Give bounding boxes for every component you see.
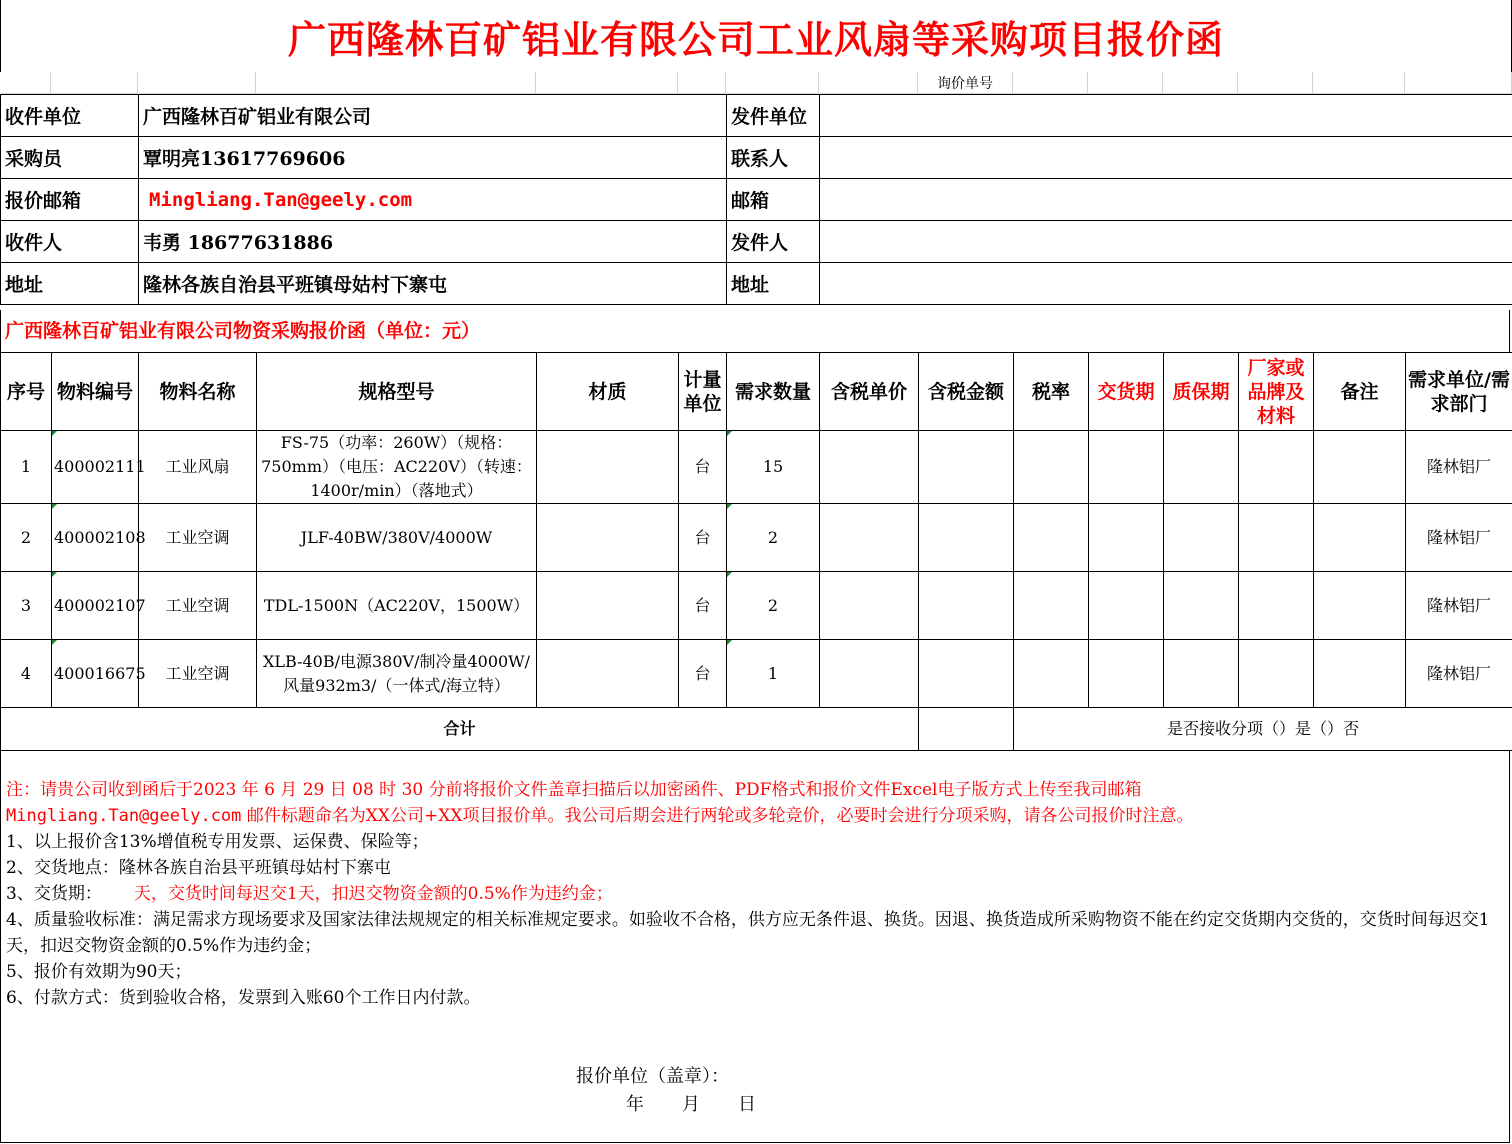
sign-date <box>626 1090 794 1116</box>
info-row <box>1 95 1512 137</box>
brand-cell[interactable] <box>1239 431 1314 504</box>
row-number: 2 <box>1 504 52 572</box>
recipient-unit-value: 广西隆林百矿铝业有限公司 <box>139 95 727 137</box>
quantity: 2 <box>727 572 820 640</box>
sender-unit-value[interactable] <box>820 95 1512 137</box>
department: 隆林铝厂 <box>1406 572 1512 640</box>
info-row <box>1 179 1512 221</box>
material-code: 400002108 <box>52 504 139 572</box>
department: 隆林铝厂 <box>1406 431 1512 504</box>
section-subtitle: 广西隆林百矿铝业有限公司物资采购报价函（单位：元） <box>0 310 1510 352</box>
delivery-cell[interactable] <box>1089 431 1164 504</box>
material-cell[interactable] <box>537 431 679 504</box>
note-item-3-prefix: 3、交货期： <box>6 884 102 904</box>
table-row <box>1 572 1512 640</box>
material-code: 400002111 <box>52 431 139 504</box>
header-cell: 厂家或品牌及材料 <box>1239 353 1314 431</box>
info-row <box>1 137 1512 179</box>
header-cell: 计量单位 <box>679 353 727 431</box>
material-spec: FS-75（功率：260W）（规格：750mm）（电压：AC220V）（转速：1400r/min）（落地式） <box>257 431 537 504</box>
brand-cell[interactable] <box>1239 572 1314 640</box>
material-cell[interactable] <box>537 640 679 708</box>
row-number: 1 <box>1 431 52 504</box>
row-number: 3 <box>1 572 52 640</box>
items-table <box>0 352 1512 751</box>
material-name: 工业空调 <box>139 640 257 708</box>
date-month: 月 <box>682 1094 700 1115</box>
material-code: 400016675 <box>52 640 139 708</box>
unit: 台 <box>679 431 727 504</box>
remark-cell[interactable] <box>1314 504 1406 572</box>
material-cell[interactable] <box>537 572 679 640</box>
remark-cell[interactable] <box>1314 640 1406 708</box>
address-label-right: 地址 <box>727 263 820 305</box>
address-label: 地址 <box>1 263 139 305</box>
header-cell: 需求数量 <box>727 353 820 431</box>
header-cell: 备注 <box>1314 353 1406 431</box>
material-name: 工业风扇 <box>139 431 257 504</box>
total-amount-cell[interactable] <box>919 708 1014 751</box>
tax-rate-cell[interactable] <box>1014 431 1089 504</box>
unit: 台 <box>679 640 727 708</box>
material-name: 工业空调 <box>139 572 257 640</box>
accept-split-option[interactable]: 是否接收分项（）是（）否 <box>1014 708 1512 751</box>
quantity: 15 <box>727 431 820 504</box>
header-cell: 序号 <box>1 353 52 431</box>
header-cell: 规格型号 <box>257 353 537 431</box>
header-row <box>1 353 1512 431</box>
note-item-4: 4、质量验收标准：满足需求方现场要求及国家法律法规规定的相关标准规定要求。如验收不合格，供方应无条件退、换货。因退、换货造成所采购物资不能在约定交货期内交货的，交货时间每迟交1天，扣迟交物资金额的0.5%作为违约金； <box>6 910 1490 956</box>
contact-value[interactable] <box>820 137 1512 179</box>
header-cell: 交货期 <box>1089 353 1164 431</box>
note-item-3 <box>6 881 1506 907</box>
unit-price-cell[interactable] <box>820 431 919 504</box>
note-item-1: 1、以上报价含13%增值税专用发票、运保费、保险等； <box>6 832 429 852</box>
unit: 台 <box>679 572 727 640</box>
date-year: 年 <box>626 1094 644 1115</box>
header-cell: 物料名称 <box>139 353 257 431</box>
quantity: 2 <box>727 504 820 572</box>
note-red-line1: 请贵公司收到函后于2023 年 6 月 29 日 08 时 30 分前将报价文件盖章扫描后以加密函件、PDF格式和报价文件Excel电子版方式上传至我司邮箱 <box>40 780 1142 800</box>
note-email: Mingliang.Tan@geely.com <box>6 806 242 826</box>
remark-cell[interactable] <box>1314 572 1406 640</box>
amount-cell[interactable] <box>919 572 1014 640</box>
delivery-cell[interactable] <box>1089 640 1164 708</box>
remark-cell[interactable] <box>1314 431 1406 504</box>
header-cell: 物料编号 <box>52 353 139 431</box>
contact-label: 联系人 <box>727 137 820 179</box>
email-value[interactable] <box>820 179 1512 221</box>
note-item-5: 5、报价有效期为90天； <box>6 962 192 982</box>
amount-cell[interactable] <box>919 431 1014 504</box>
brand-cell[interactable] <box>1239 640 1314 708</box>
department: 隆林铝厂 <box>1406 640 1512 708</box>
notes-section <box>0 750 1510 1143</box>
sender-label: 发件人 <box>727 221 820 263</box>
warranty-cell[interactable] <box>1164 504 1239 572</box>
warranty-cell[interactable] <box>1164 572 1239 640</box>
note-red-line2: 邮件标题命名为XX公司+XX项目报价单。我公司后期会进行两轮或多轮竞价，必要时会进行分项采购，请各公司报价时注意。 <box>241 806 1194 826</box>
table-row <box>1 431 1512 504</box>
amount-cell[interactable] <box>919 504 1014 572</box>
unit-price-cell[interactable] <box>820 640 919 708</box>
quantity: 1 <box>727 640 820 708</box>
material-cell[interactable] <box>537 504 679 572</box>
tax-rate-cell[interactable] <box>1014 640 1089 708</box>
sender-unit-label: 发件单位 <box>727 95 820 137</box>
total-row <box>1 708 1512 751</box>
address-value: 隆林各族自治县平班镇母姑村下寨屯 <box>139 263 727 305</box>
seal-label: 报价单位（盖章）： <box>576 1066 729 1087</box>
info-row <box>1 263 1512 305</box>
row-number: 4 <box>1 640 52 708</box>
blank-grid-row <box>0 72 1512 94</box>
delivery-cell[interactable] <box>1089 572 1164 640</box>
material-code: 400002107 <box>52 572 139 640</box>
table-row <box>1 504 1512 572</box>
note-lead: 注： <box>6 780 40 800</box>
material-spec: JLF-40BW/380V/4000W <box>257 504 537 572</box>
note-item-2: 2、交货地点：隆林各族自治县平班镇母姑村下寨屯 <box>6 858 391 878</box>
quote-email-value: Mingliang.Tan@geely.com <box>139 179 727 221</box>
material-spec: XLB-40B/电源380V/制冷量4000W/风量932m3/（一体式/海立特） <box>257 640 537 708</box>
tax-rate-cell[interactable] <box>1014 572 1089 640</box>
note-item-3-red: 天，交货时间每迟交1天，扣迟交物资金额的0.5%作为违约金； <box>133 884 613 904</box>
info-row <box>1 221 1512 263</box>
warranty-cell[interactable] <box>1164 640 1239 708</box>
email-label: 邮箱 <box>727 179 820 221</box>
note-item-6: 6、付款方式：货到验收合格，发票到入账60个工作日内付款。 <box>6 988 481 1008</box>
inquiry-number-label: 询价单号 <box>937 76 993 92</box>
info-table <box>0 94 1512 305</box>
document-title: 广西隆林百矿铝业有限公司工业风扇等采购项目报价函 <box>0 0 1512 72</box>
note-deadline <box>6 777 1506 829</box>
sender-address-value[interactable] <box>820 263 1512 305</box>
header-cell: 需求单位/需求部门 <box>1406 353 1512 431</box>
receiver-label: 收件人 <box>1 221 139 263</box>
quote-email-label: 报价邮箱 <box>1 179 139 221</box>
date-day: 日 <box>738 1094 756 1115</box>
buyer-label: 采购员 <box>1 137 139 179</box>
recipient-unit-label: 收件单位 <box>1 95 139 137</box>
receiver-value: 韦勇 18677631886 <box>139 221 727 263</box>
material-spec: TDL-1500N（AC220V，1500W） <box>257 572 537 640</box>
brand-cell[interactable] <box>1239 504 1314 572</box>
material-name: 工业空调 <box>139 504 257 572</box>
warranty-cell[interactable] <box>1164 431 1239 504</box>
header-cell: 含税金额 <box>919 353 1014 431</box>
unit-price-cell[interactable] <box>820 504 919 572</box>
total-label: 合计 <box>1 708 919 751</box>
unit: 台 <box>679 504 727 572</box>
header-cell: 材质 <box>537 353 679 431</box>
unit-price-cell[interactable] <box>820 572 919 640</box>
table-row <box>1 640 1512 708</box>
buyer-value: 覃明亮13617769606 <box>139 137 727 179</box>
header-cell: 含税单价 <box>820 353 919 431</box>
header-cell: 质保期 <box>1164 353 1239 431</box>
department: 隆林铝厂 <box>1406 504 1512 572</box>
tax-rate-cell[interactable] <box>1014 504 1089 572</box>
amount-cell[interactable] <box>919 640 1014 708</box>
header-cell: 税率 <box>1014 353 1089 431</box>
delivery-cell[interactable] <box>1089 504 1164 572</box>
sender-value[interactable] <box>820 221 1512 263</box>
